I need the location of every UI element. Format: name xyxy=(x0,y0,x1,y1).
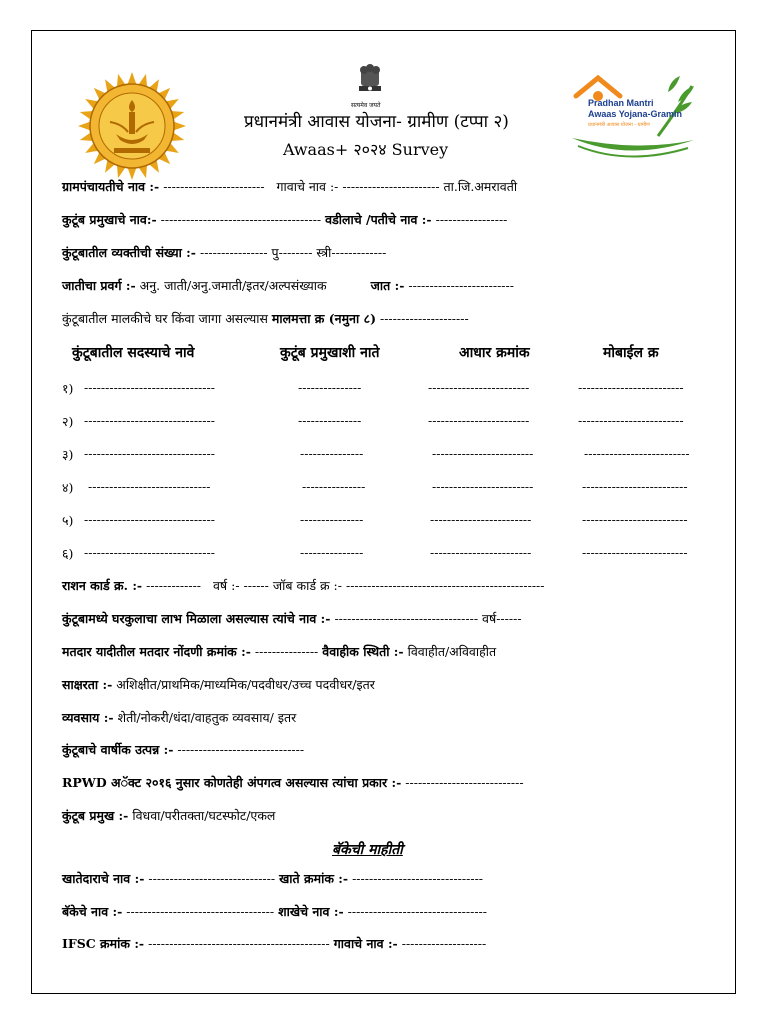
father-husband-label: वडीलाचे /पतीचे नाव :- xyxy=(325,212,432,227)
mobile-field[interactable]: ------------------------- xyxy=(582,512,688,527)
rpwd-field[interactable]: ---------------------------- xyxy=(405,775,524,790)
ashoka-emblem-icon xyxy=(353,62,387,102)
ration-card-row xyxy=(62,577,545,594)
caste-category-label: जातीचा प्रवर्ग :- xyxy=(62,278,136,293)
caste-label: जात :- xyxy=(370,278,405,293)
aadhaar-field[interactable]: ------------------------ xyxy=(428,380,530,395)
village-name-label: गावाचे नाव :- xyxy=(276,179,339,194)
row-number: ५) xyxy=(62,513,74,528)
caste-category-row xyxy=(62,277,514,294)
pmay-logo-line3: प्रधानमंत्री आवास योजना - ग्रामीण xyxy=(588,122,650,128)
aadhaar-field[interactable]: ------------------------ xyxy=(430,512,532,527)
member-name-field[interactable]: ------------------------------- xyxy=(84,413,215,428)
family-count-label: कुंटूबातील व्यक्तीची संख्या :- xyxy=(62,245,196,260)
female-count-field[interactable]: स्त्री------------- xyxy=(316,245,387,260)
family-count-field[interactable]: ---------------- xyxy=(199,245,268,260)
occupation-options[interactable]: शेती/नोकरी/धंदा/वाहतुक व्यवसाय/ इतर xyxy=(117,710,297,725)
aadhaar-field[interactable]: ------------------------ xyxy=(432,479,534,494)
gharkul-label: कुंटूबामध्ये घरकुलाचा लाभ मिळाला असल्यास त्यांचे नाव :- xyxy=(62,611,331,626)
mobile-field[interactable]: ------------------------- xyxy=(584,446,690,461)
ifsc-field[interactable]: ------------------------------------------- xyxy=(148,936,330,951)
caste-field[interactable]: ------------------------- xyxy=(408,278,514,293)
aadhaar-field[interactable]: ------------------------ xyxy=(430,545,532,560)
pmay-logo-line2: Awaas Yojana-Gramin xyxy=(588,109,683,119)
caste-category-options[interactable]: अनु. जाती/अनु.जमाती/इतर/अल्पसंख्याक xyxy=(139,278,327,293)
marital-status-label: वैवाहीक स्थिती :- xyxy=(322,644,404,659)
father-husband-field[interactable]: ----------------- xyxy=(435,212,508,227)
relation-field[interactable]: --------------- xyxy=(300,446,364,461)
page-title: प्रधानमंत्री आवास योजना- ग्रामीण (टप्पा २) xyxy=(244,112,509,132)
bank-village-field[interactable]: -------------------- xyxy=(401,936,487,951)
property-number-label: मालमत्ता क्र (नमुना ८) xyxy=(271,311,376,326)
male-count-field[interactable]: पु-------- xyxy=(271,245,313,260)
marital-status-options[interactable]: विवाहीत/अविवाहीत xyxy=(407,644,497,659)
family-head-label: कुटूंब प्रमुखाचे नाव:- xyxy=(62,212,157,227)
voter-number-field[interactable]: --------------- xyxy=(254,644,319,659)
property-number-field[interactable]: --------------------- xyxy=(379,311,469,326)
taluka-district-text: ता.जि.अमरावती xyxy=(443,179,518,194)
ration-card-label: राशन कार्ड क्र. :- xyxy=(62,578,143,593)
ration-card-field[interactable]: ------------- xyxy=(146,578,202,593)
family-head-type-options[interactable]: विधवा/परीतक्ता/घटस्फोट/एकल xyxy=(132,808,276,823)
col-member-names: कुंटूबातील सदस्याचे नावे xyxy=(72,345,195,361)
gharkul-row xyxy=(62,610,522,627)
row-number: २) xyxy=(62,414,74,429)
member-name-field[interactable]: ------------------------------- xyxy=(84,512,215,527)
gharkul-field[interactable]: ---------------------------------- xyxy=(334,611,479,626)
relation-field[interactable]: --------------- xyxy=(300,545,364,560)
property-text: कुंटूबातील मालकीचे घर किंवा जागा असल्यास xyxy=(62,311,268,326)
pmay-gramin-logo-icon xyxy=(568,66,700,158)
family-head-field[interactable]: -------------------------------------- xyxy=(160,212,322,227)
member-name-field[interactable]: ----------------------------- xyxy=(88,479,211,494)
property-row xyxy=(62,310,469,327)
member-name-field[interactable]: ------------------------------- xyxy=(84,545,215,560)
gram-panchayat-field[interactable]: ------------------------ xyxy=(163,179,265,194)
family-head-type-label: कुंटूब प्रमुख :- xyxy=(62,808,129,823)
maharashtra-seal-icon xyxy=(76,70,188,182)
literacy-options[interactable]: अशिक्षीत/प्राथमिक/माध्यमिक/पदवीधर/उच्च पदवीधर/इतर xyxy=(116,677,375,692)
mobile-field[interactable]: ------------------------- xyxy=(582,545,688,560)
col-mobile: मोबाईल क्र xyxy=(603,345,659,361)
account-holder-field[interactable]: ------------------------------ xyxy=(148,871,276,886)
occupation-label: व्यवसाय :- xyxy=(62,710,114,725)
ifsc-label: IFSC क्रमांक :- xyxy=(62,936,145,951)
mobile-field[interactable]: ------------------------- xyxy=(578,413,684,428)
rpwd-label: RPWD अॅक्ट २०१६ नुसार कोणतेही अंपगत्व असल्यास त्यांचा प्रकार :- xyxy=(62,775,402,790)
aadhaar-field[interactable]: ------------------------ xyxy=(432,446,534,461)
aadhaar-field[interactable]: ------------------------ xyxy=(428,413,530,428)
gharkul-year-field[interactable]: वर्ष------ xyxy=(482,611,522,626)
year-label: वर्ष :- xyxy=(212,578,240,593)
literacy-label: साक्षरता :- xyxy=(62,677,113,692)
mobile-field[interactable]: ------------------------- xyxy=(582,479,688,494)
income-field[interactable]: ------------------------------ xyxy=(177,742,305,757)
row-number: ४) xyxy=(62,480,74,495)
branch-name-label: शाखेचे नाव :- xyxy=(278,904,344,919)
job-card-field[interactable]: ----------------------------------------------- xyxy=(345,578,545,593)
emblem-caption: सत्यमेव जयते xyxy=(351,102,381,109)
member-name-field[interactable]: ------------------------------- xyxy=(84,446,215,461)
ifsc-row xyxy=(62,935,486,952)
col-aadhaar: आधार क्रमांक xyxy=(459,345,530,361)
relation-field[interactable]: --------------- xyxy=(298,413,362,428)
account-number-label: खाते क्रमांक :- xyxy=(279,871,349,886)
row-number: १) xyxy=(62,381,74,396)
account-holder-label: खातेदाराचे नाव :- xyxy=(62,871,145,886)
row-number: ६) xyxy=(62,546,74,561)
gram-panchayat-row xyxy=(62,178,517,195)
voter-row xyxy=(62,643,496,660)
relation-field[interactable]: --------------- xyxy=(300,512,364,527)
row-number: ३) xyxy=(62,447,74,462)
account-holder-row xyxy=(62,870,483,887)
family-count-row xyxy=(62,244,386,261)
relation-field[interactable]: --------------- xyxy=(298,380,362,395)
bank-village-label: गावाचे नाव :- xyxy=(333,936,398,951)
member-name-field[interactable]: ------------------------------- xyxy=(84,380,215,395)
relation-field[interactable]: --------------- xyxy=(302,479,366,494)
voter-number-label: मतदार यादीतील मतदार नोंदणी क्रमांक :- xyxy=(62,644,251,659)
mobile-field[interactable]: ------------------------- xyxy=(578,380,684,395)
account-number-field[interactable]: ------------------------------- xyxy=(352,871,484,886)
bank-name-label: बॅकेचे नाव :- xyxy=(62,904,123,919)
village-name-field[interactable]: ----------------------- xyxy=(342,179,440,194)
gram-panchayat-label: ग्रामपंचायतीचे नाव :- xyxy=(62,179,160,194)
bank-name-row xyxy=(62,903,487,920)
job-card-label: जॉब कार्ड क्र :- xyxy=(272,578,342,593)
pmay-logo-line1: Pradhan Mantri xyxy=(588,98,654,108)
bank-name-field[interactable]: ----------------------------------- xyxy=(126,904,275,919)
branch-name-field[interactable]: --------------------------------- xyxy=(347,904,488,919)
family-head-type-row xyxy=(62,807,275,824)
family-head-row xyxy=(62,211,507,228)
income-row xyxy=(62,741,304,758)
survey-subtitle: Awaas+ २०२४ Survey xyxy=(283,140,449,159)
occupation-row xyxy=(62,709,296,726)
literacy-row xyxy=(62,676,375,693)
rpwd-row xyxy=(62,774,524,791)
col-relation: कुटूंब प्रमुखाशी नाते xyxy=(280,345,380,361)
year-field[interactable]: ------ xyxy=(243,578,269,593)
income-label: कुंटूबाचे वार्षीक उत्पन्न :- xyxy=(62,742,174,757)
bank-info-heading: बॅकेची माहीती xyxy=(332,842,403,858)
